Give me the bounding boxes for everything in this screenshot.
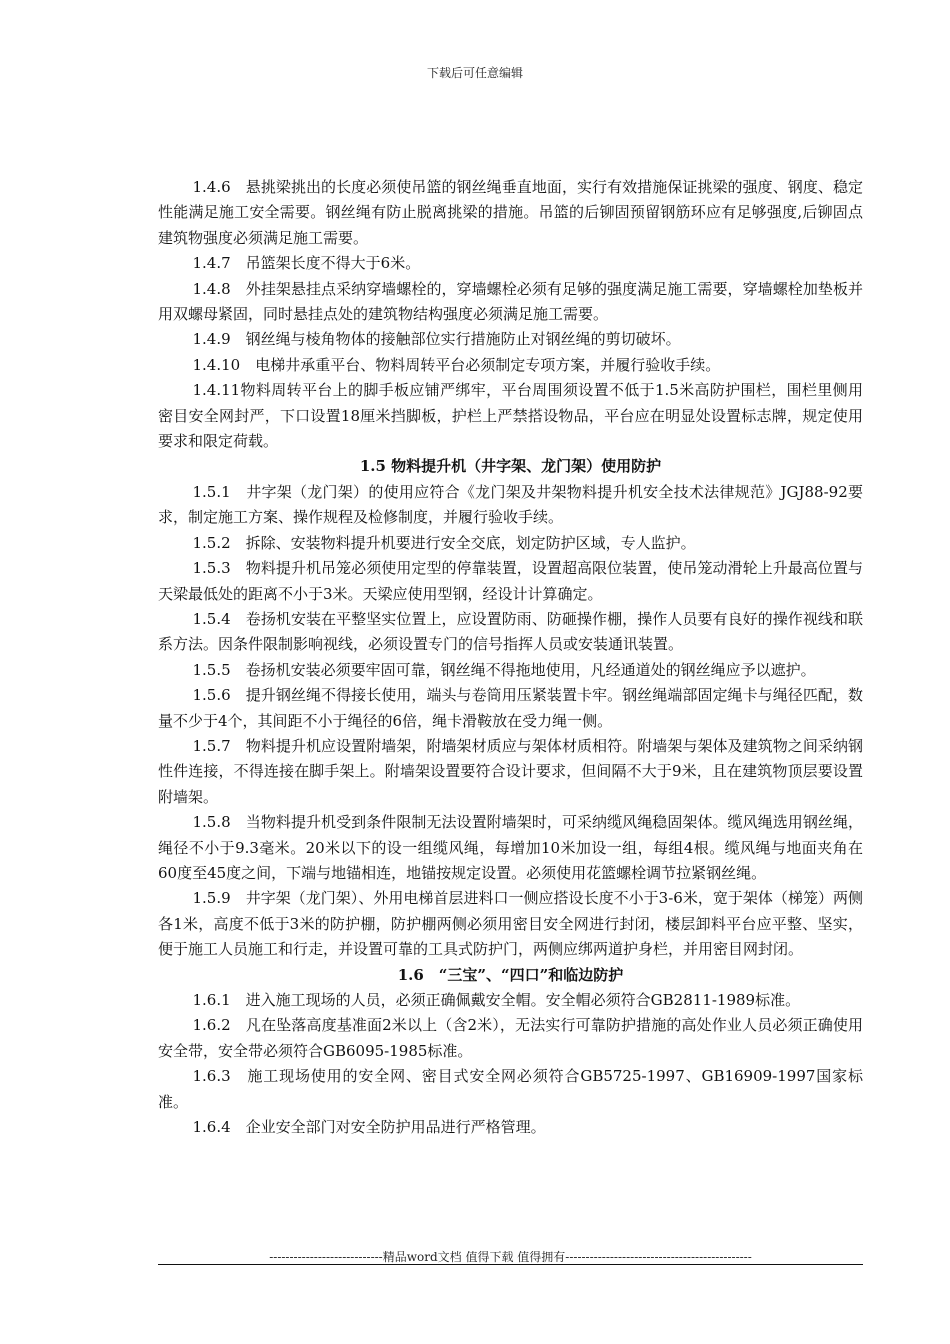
page-header: 下载后可任意编辑 <box>426 66 523 80</box>
section-heading-1-6: 1.6 “三宝”、“四口”和临边防护 <box>397 965 624 984</box>
paragraph-1-6-3: 1.6.3 施工现场使用的安全网、密目式安全网必须符合GB5725-1997、GB16909-1997国家标准。 <box>158 1067 863 1111</box>
paragraph-1-5-3: 1.5.3 物料提升机吊笼必须使用定型的停靠装置，设置超高限位装置，使吊笼动滑轮上升最高位置与天梁最低处的距离不小于3米。天梁应使用型钢，经设计计算确定。 <box>158 559 863 603</box>
paragraph-1-5-5: 1.5.5 卷扬机安装必须要牢固可靠，钢丝绳不得拖地使用，凡经通道处的钢丝绳应予以遮护。 <box>192 660 816 679</box>
paragraph-1-5-2: 1.5.2 拆除、安装物料提升机要进行安全交底，划定防护区域，专人监护。 <box>192 533 696 552</box>
paragraph-1-4-6: 1.4.6 悬挑梁挑出的长度必须使吊篮的钢丝绳垂直地面，实行有效措施保证挑梁的强度、钢度、稳定性能满足施工安全需要。钢丝绳有防止脱离挑梁的措施。吊篮的后铆固预留钢筋环应有足够强度,后铆固点建筑物强度必须满足施工需要。 <box>158 178 863 247</box>
paragraph-1-4-8: 1.4.8 外挂架悬挂点采纳穿墙螺栓的，穿墙螺栓必须有足够的强度满足施工需要，穿墙螺栓加垫板并用双螺母紧固，同时悬挂点处的建筑物结构强度必须满足施工需要。 <box>158 279 863 324</box>
paragraph-1-6-4: 1.6.4 企业安全部门对安全防护用品进行严格管理。 <box>192 1118 546 1137</box>
paragraph-1-5-9: 1.5.9 井字架（龙门架）、外用电梯首层进料口一侧应搭设长度不小于3-6米，宽于架体（梯笼）两侧各1米，高度不低于3米的防护棚，防护棚两侧必须用密目安全网进行封闭，楼层卸料平台应平整、坚实，便于施工人员施工和行走，并设置可靠的工具式防护门，两侧应绑两道护身栏，并用密目网封闭。 <box>158 889 863 959</box>
paragraph-1-5-1: 1.5.1 井字架（龙门架）的使用应符合《龙门架及井架物料提升机安全技术法律规范》JGJ88-92要求，制定施工方案、操作规程及检修制度，并履行验收手续。 <box>158 482 863 527</box>
paragraph-1-5-6: 1.5.6 提升钢丝绳不得接长使用，端头与卷筒用压紧装置卡牢。钢丝绳端部固定绳卡与绳径匹配，数量不少于4个，其间距不小于绳径的6倍，绳卡滑鞍放在受力绳一侧。 <box>158 686 863 730</box>
paragraph-1-4-7: 1.4.7 吊篮架长度不得大于6米。 <box>192 254 421 273</box>
paragraph-1-5-4: 1.5.4 卷扬机安装在平整坚实位置上，应设置防雨、防砸操作棚，操作人员要有良好的操作视线和联系方法。因条件限制影响视线，必须设置专门的信号指挥人员或安装通讯装置。 <box>158 609 863 654</box>
paragraph-1-5-7: 1.5.7 物料提升机应设置附墙架，附墙架材质应与架体材质相符。附墙架与架体及建筑物之间采纳钢性件连接，不得连接在脚手架上。附墙架设置要符合设计要求，但间隔不大于9米，且在建筑物顶层要设置附墙架。 <box>158 736 863 806</box>
page-footer: ----------------------------精品word文档 值得下载 值得拥有---------------------------------------------- <box>269 1250 752 1264</box>
document-body <box>158 175 863 1140</box>
paragraph-1-6-1: 1.6.1 进入施工现场的人员，必须正确佩戴安全帽。安全帽必须符合GB2811-1989标准。 <box>192 991 801 1009</box>
section-heading-1-5: 1.5 物料提升机（井字架、龙门架）使用防护 <box>359 457 662 476</box>
paragraph-1-6-2: 1.6.2 凡在坠落高度基准面2米以上（含2米），无法实行可靠防护措施的高处作业人员必须正确使用安全带，安全带必须符合GB6095-1985标准。 <box>158 1016 863 1060</box>
paragraph-1-4-11: 1.4.11物料周转平台上的脚手板应铺严绑牢，平台周围须设置不低于1.5米高防护围栏，围栏里侧用密目安全网封严，下口设置18厘米挡脚板，护栏上严禁搭设物品，平台应在明显处设置标志牌，规定使用要求和限定荷载。 <box>158 381 863 451</box>
footer-divider <box>158 1264 863 1265</box>
paragraph-1-4-10: 1.4.10 电梯井承重平台、物料周转平台必须制定专项方案，并履行验收手续。 <box>192 355 721 374</box>
paragraph-1-4-9: 1.4.9 钢丝绳与棱角物体的接触部位实行措施防止对钢丝绳的剪切破坏。 <box>192 330 681 349</box>
paragraph-1-5-8: 1.5.8 当物料提升机受到条件限制无法设置附墙架时，可采纳缆风绳稳固架体。缆风绳选用钢丝绳，绳径不小于9.3毫米。20米以下的设一组缆风绳，每增加10米加设一组，每组4根。缆风绳与地面夹角在60度至45度之间，下端与地锚相连，地锚按规定设置。必须使用花篮螺栓调节拉紧钢丝绳。 <box>158 813 863 882</box>
